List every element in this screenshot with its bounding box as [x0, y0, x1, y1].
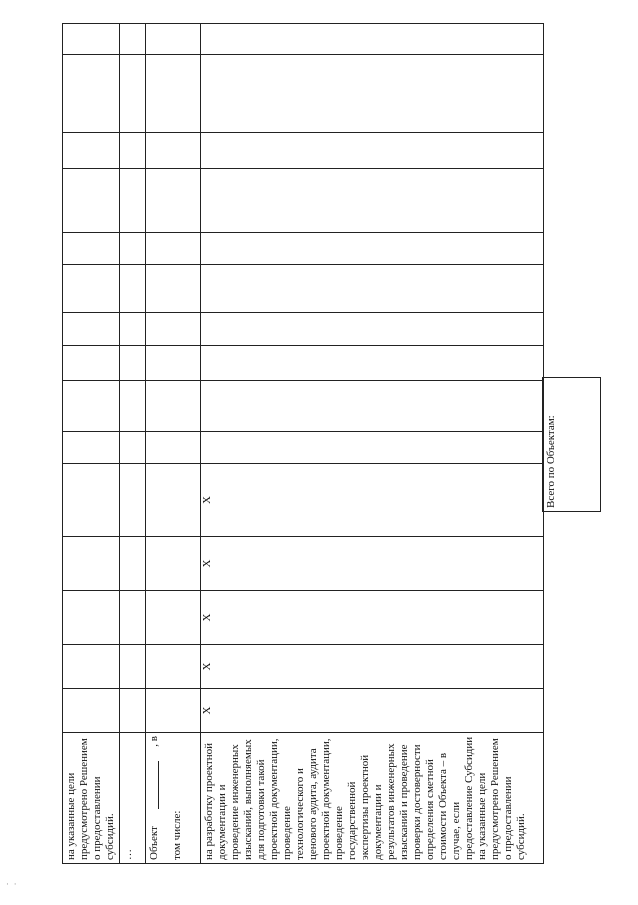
table-cell — [120, 464, 146, 537]
table-cell — [146, 381, 201, 432]
table-cell — [63, 689, 120, 733]
table-cell — [63, 464, 120, 537]
table-cell — [63, 24, 120, 55]
table-cell — [120, 24, 146, 55]
table-cell — [201, 313, 544, 346]
table-cell — [120, 381, 146, 432]
table-cell — [146, 591, 201, 645]
table-cell — [146, 169, 201, 233]
table-cell — [146, 464, 201, 537]
table-cell — [201, 689, 544, 733]
table-cell — [63, 313, 120, 346]
x-mark: Х — [201, 559, 213, 568]
table-cell — [63, 55, 120, 133]
table-cell — [120, 645, 146, 689]
table-row — [63, 24, 120, 864]
table-cell — [120, 133, 146, 169]
table-cell — [120, 233, 146, 265]
table-cell — [146, 733, 201, 864]
table-cell — [146, 313, 201, 346]
table-cell — [146, 346, 201, 381]
subsidy-table — [62, 23, 544, 864]
table-cell — [201, 133, 544, 169]
table-cell — [63, 432, 120, 464]
table-cell — [201, 24, 544, 55]
table-cell — [201, 645, 544, 689]
total-cell — [542, 377, 601, 512]
table-cell — [63, 265, 120, 313]
x-mark: Х — [201, 662, 213, 671]
table-cell — [201, 233, 544, 265]
table-cell — [63, 645, 120, 689]
table-cell — [63, 733, 120, 864]
table-cell — [146, 55, 201, 133]
table-cell — [201, 591, 544, 645]
table-cell — [146, 133, 201, 169]
table-cell — [146, 432, 201, 464]
table-cell — [63, 233, 120, 265]
object-label: Объект — [148, 826, 160, 860]
table-row — [201, 24, 544, 864]
x-mark: Х — [201, 706, 213, 715]
object-suffix: , в — [148, 736, 160, 747]
table-cell — [201, 432, 544, 464]
table-cell — [63, 591, 120, 645]
table-cell — [63, 169, 120, 233]
table-cell — [201, 169, 544, 233]
table-cell — [120, 313, 146, 346]
table-cell — [201, 55, 544, 133]
row-ellipsis: … — [122, 849, 134, 860]
table-cell — [146, 233, 201, 265]
scan-artifact: · · — [6, 880, 18, 890]
table-cell — [201, 346, 544, 381]
table-cell — [120, 265, 146, 313]
x-mark: Х — [201, 613, 213, 622]
table-cell — [201, 537, 544, 591]
table-cell — [120, 591, 146, 645]
table-cell — [146, 645, 201, 689]
table-cell — [201, 381, 544, 432]
table-row — [146, 24, 201, 864]
design-work-text: на разработку проектной документации и проведение инженерных изысканий, выполняемых для подготовки такой проектной документации, проведение технологического и ценового аудита, аудита проектной документации, проведение государственной экспертизы проектной документации и результатов инженерных изысканий и проведение проверки достоверности определения сметной стоимости Объекта – в случае, если предоставление Субсидии на указанные цели предусмотрено Решением о предоставлении субсидий. — [203, 736, 527, 860]
object-cell — [146, 733, 186, 863]
table-cell — [201, 733, 544, 864]
total-label: Всего по Объектам: — [545, 415, 557, 508]
table-cell — [146, 537, 201, 591]
table-cell — [120, 432, 146, 464]
row-subsidy-text: на указанные цели предусмотрено Решением о предоставлении субсидий. — [65, 738, 116, 860]
object-line-row — [148, 736, 161, 860]
table-cell — [120, 55, 146, 133]
table-cell — [63, 133, 120, 169]
object-subtext: том числе: — [171, 810, 183, 860]
x-mark: Х — [201, 496, 213, 504]
table-cell — [120, 346, 146, 381]
table-row — [120, 24, 146, 864]
table-cell — [120, 733, 146, 864]
table-cell — [63, 537, 120, 591]
table-cell — [63, 381, 120, 432]
table-cell — [146, 265, 201, 313]
table-cell — [120, 537, 146, 591]
table-cell — [201, 464, 544, 537]
table-cell — [146, 24, 201, 55]
table-cell — [63, 346, 120, 381]
table-cell — [120, 689, 146, 733]
table-cell — [146, 689, 201, 733]
object-name-blank — [158, 761, 159, 809]
rotated-table-area — [62, 64, 557, 864]
table-cell — [201, 265, 544, 313]
table-cell — [120, 169, 146, 233]
